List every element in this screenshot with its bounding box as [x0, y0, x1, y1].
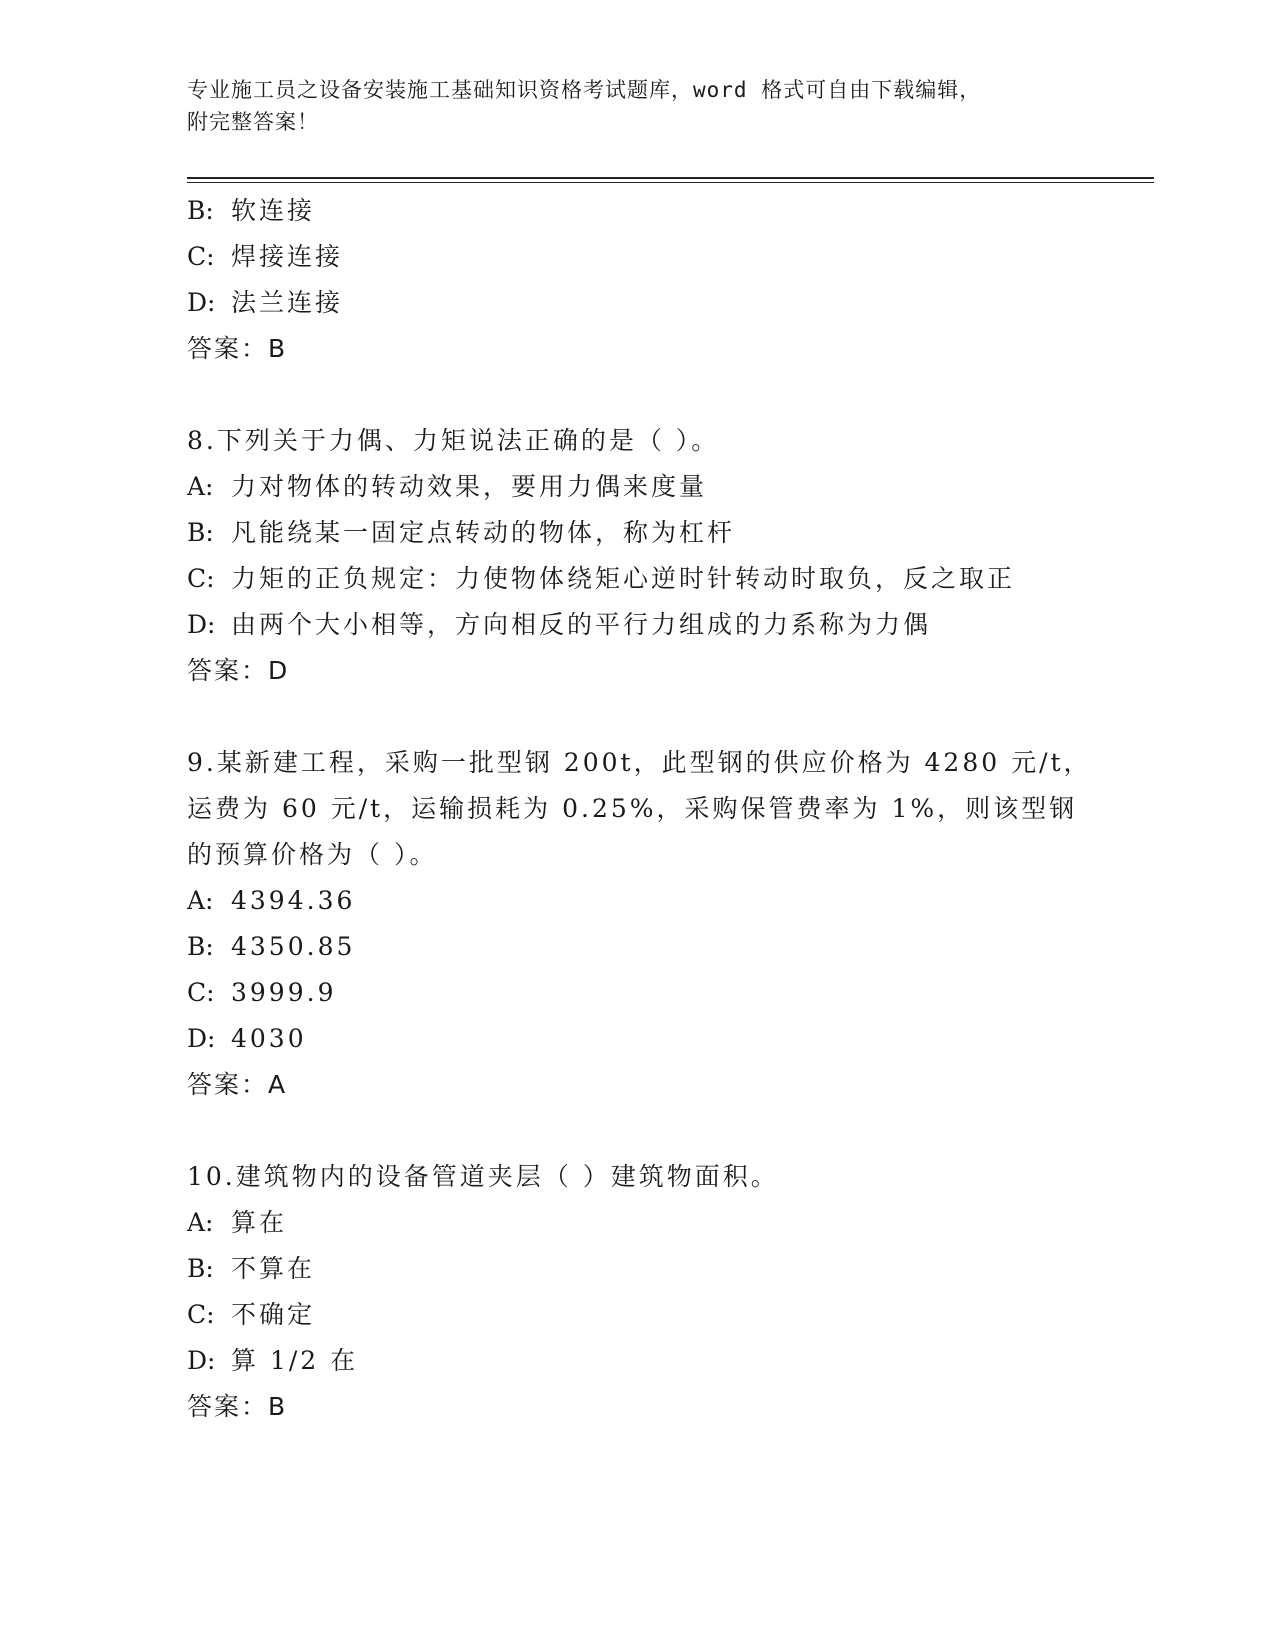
- option-c: [187, 1292, 1067, 1338]
- option-text: 力矩的正负规定：力使物体绕矩心逆时针转动时取负，反之取正: [231, 564, 1016, 593]
- option-key: C:: [187, 564, 215, 593]
- question-stem: 的预算价格为（ ）。: [187, 840, 438, 869]
- option-key: A:: [187, 1208, 214, 1237]
- option-key: D:: [187, 610, 216, 639]
- option-a: [187, 1200, 1067, 1246]
- option-text: 4350.85: [231, 932, 356, 961]
- option-a: [187, 464, 1067, 510]
- question-stem: 运费为 60 元/t，运输损耗为 0.25%，采购保管费率为 1%，则该型钢: [187, 794, 1078, 823]
- option-text: 3999.9: [231, 978, 337, 1007]
- option-text: 4030: [231, 1024, 307, 1053]
- option-key: B:: [187, 518, 214, 547]
- option-text: 不算在: [231, 1254, 316, 1283]
- question-stem: 10.建筑物内的设备管道夹层（ ）建筑物面积。: [187, 1162, 779, 1191]
- option-key: A:: [187, 472, 214, 501]
- option-text: 力对物体的转动效果，要用力偶来度量: [231, 472, 708, 501]
- option-key: C:: [187, 978, 215, 1007]
- answer-line: 答案：B: [187, 1392, 288, 1421]
- header-rule-thin: [187, 182, 1154, 183]
- question-10: [187, 1154, 1067, 1430]
- option-c: [187, 556, 1067, 602]
- option-key: D:: [187, 288, 216, 317]
- question-8: [187, 418, 1067, 694]
- option-b: [187, 924, 1067, 970]
- answer-line: 答案：B: [187, 334, 288, 363]
- option-key: B:: [187, 1254, 214, 1283]
- header-rule-thick: [187, 177, 1154, 179]
- option-text: 法兰连接: [231, 288, 344, 317]
- option-text: 焊接连接: [231, 242, 344, 271]
- option-key: B:: [187, 196, 214, 225]
- option-d: [187, 1338, 1067, 1384]
- question-9: [187, 740, 1092, 1108]
- option-text: 不确定: [231, 1300, 316, 1329]
- option-d: [187, 602, 1067, 648]
- header-line-1: 专业施工员之设备安装施工基础知识资格考试题库，word 格式可自由下载编辑，: [187, 78, 982, 102]
- option-a: [187, 878, 1067, 924]
- option-b: [187, 1246, 1067, 1292]
- option-text: 凡能绕某一固定点转动的物体，称为杠杆: [231, 518, 736, 547]
- option-text: 算 1/2 在: [231, 1346, 359, 1375]
- option-text: 4394.36: [231, 886, 356, 915]
- option-d: [187, 280, 1067, 326]
- answer-line: 答案：D: [187, 656, 290, 685]
- option-d: [187, 1016, 1067, 1062]
- option-text: 软连接: [231, 196, 316, 225]
- option-key: A:: [187, 886, 214, 915]
- option-b: [187, 510, 1067, 556]
- question-stem: 8.下列关于力偶、力矩说法正确的是（ ）。: [187, 426, 720, 455]
- question-7-continued: [187, 188, 1067, 372]
- question-stem: 9.某新建工程，采购一批型钢 200t，此型钢的供应价格为 4280 元/t，: [187, 748, 1092, 777]
- option-b: [187, 188, 1067, 234]
- option-text: 算在: [231, 1208, 288, 1237]
- question-list: [187, 188, 1092, 1430]
- answer-line: 答案：A: [187, 1070, 288, 1099]
- option-key: B:: [187, 932, 214, 961]
- option-key: D:: [187, 1346, 216, 1375]
- option-c: [187, 234, 1067, 280]
- document-header: [187, 74, 1087, 138]
- header-line-2: 附完整答案！: [187, 110, 319, 134]
- option-text: 由两个大小相等，方向相反的平行力组成的力系称为力偶: [231, 610, 932, 639]
- option-key: C:: [187, 242, 215, 271]
- option-c: [187, 970, 1067, 1016]
- option-key: C:: [187, 1300, 215, 1329]
- option-key: D:: [187, 1024, 216, 1053]
